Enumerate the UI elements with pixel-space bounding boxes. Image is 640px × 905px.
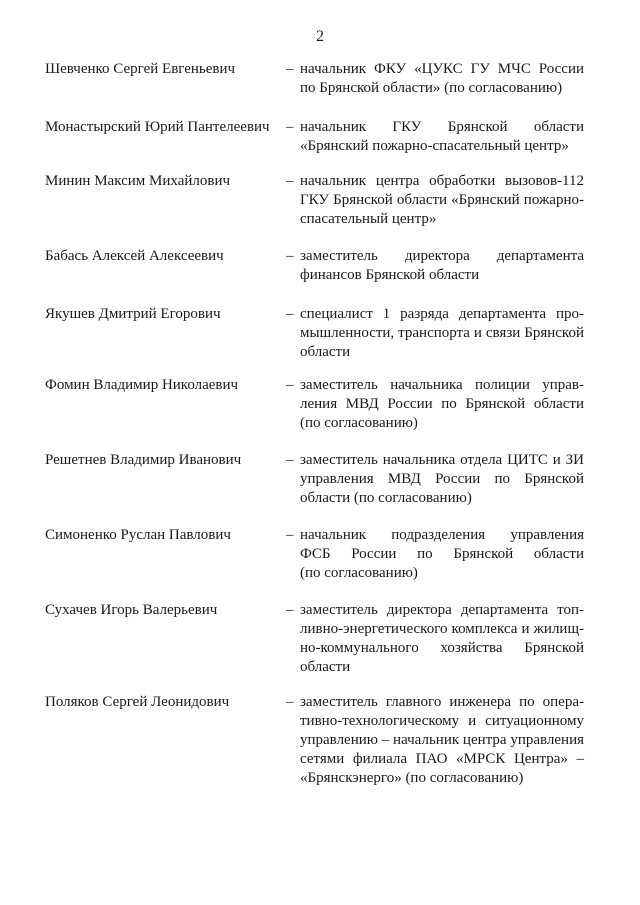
dash-separator: – — [286, 377, 294, 393]
person-name: Симоненко Руслан Павлович — [45, 527, 231, 543]
position-line: сетями филиала ПАО «МРСК Центра» – — [300, 751, 584, 767]
position-line: заместитель главного инженера по опера- — [300, 694, 584, 710]
person-name: Фомин Владимир Николаевич — [45, 377, 239, 393]
person-position — [300, 601, 584, 677]
page-number: 2 — [316, 28, 324, 45]
position-line: ления МВД России по Брянской области — [300, 396, 584, 412]
position-line: заместитель директора департамента топ- — [300, 602, 584, 618]
dash-separator: – — [286, 602, 294, 618]
person-name: Сухачев Игорь Валерьевич — [45, 602, 218, 618]
person-position — [300, 172, 584, 229]
position-line: спасательный центр» — [300, 211, 437, 227]
person-position — [300, 451, 584, 508]
position-line: начальник ФКУ «ЦУКС ГУ МЧС России — [300, 61, 584, 77]
position-line: начальник ГКУ Брянской области — [300, 119, 584, 135]
person-name: Якушев Дмитрий Егорович — [45, 306, 221, 322]
position-line: (по согласованию) — [300, 415, 418, 431]
position-line: области (по согласованию) — [300, 490, 472, 506]
position-line: ГКУ Брянской области «Брянский пожарно- — [300, 192, 584, 208]
person-name: Бабась Алексей Алексеевич — [45, 248, 224, 264]
position-line: заместитель директора департамента — [300, 248, 584, 264]
position-line: но-коммунального хозяйства Брянской — [300, 640, 584, 656]
person-position — [300, 60, 584, 98]
person-name: Монастырский Юрий Пантелеевич — [45, 119, 270, 135]
position-line: начальник центра обработки вызовов-112 — [300, 173, 584, 189]
position-line: заместитель начальника отдела ЦИТС и ЗИ — [300, 452, 584, 468]
person-name: Поляков Сергей Леонидович — [45, 694, 230, 710]
position-line: мышленности, транспорта и связи Брянской — [300, 325, 584, 341]
dash-separator: – — [286, 452, 294, 468]
position-line: начальник подразделения управления — [300, 527, 584, 543]
person-position — [300, 693, 584, 788]
dash-separator: – — [286, 306, 294, 322]
person-name: Минин Максим Михайлович — [45, 173, 231, 189]
dash-separator: – — [286, 694, 294, 710]
position-line: «Брянскэнерго» (по согласованию) — [300, 770, 524, 786]
position-line: (по согласованию) — [300, 565, 418, 581]
position-line: ливно-энергетического комплекса и жилищ- — [300, 621, 584, 637]
person-position — [300, 376, 584, 433]
dash-separator: – — [286, 119, 294, 135]
person-position — [300, 526, 584, 583]
dash-separator: – — [286, 248, 294, 264]
position-line: финансов Брянской области — [300, 267, 480, 283]
person-position — [300, 118, 584, 156]
dash-separator: – — [286, 527, 294, 543]
person-name: Шевченко Сергей Евгеньевич — [45, 61, 236, 77]
position-line: по Брянской области» (по согласованию) — [300, 80, 563, 96]
position-line: ФСБ России по Брянской области — [300, 546, 584, 562]
position-line: заместитель начальника полиции управ- — [300, 377, 584, 393]
position-line: области — [300, 659, 351, 675]
dash-separator: – — [286, 173, 294, 189]
position-line: тивно-технологическому и ситуационному — [300, 713, 584, 729]
position-line: области — [300, 344, 351, 360]
person-position — [300, 305, 584, 362]
position-line: «Брянский пожарно-спасательный центр» — [300, 138, 569, 154]
position-line: специалист 1 разряда департамента про- — [300, 306, 584, 322]
person-position — [300, 247, 584, 285]
position-line: управления МВД России по Брянской — [300, 471, 584, 487]
dash-separator: – — [286, 61, 294, 77]
position-line: управлению – начальник центра управления — [300, 732, 584, 748]
person-name: Решетнев Владимир Иванович — [45, 452, 242, 468]
